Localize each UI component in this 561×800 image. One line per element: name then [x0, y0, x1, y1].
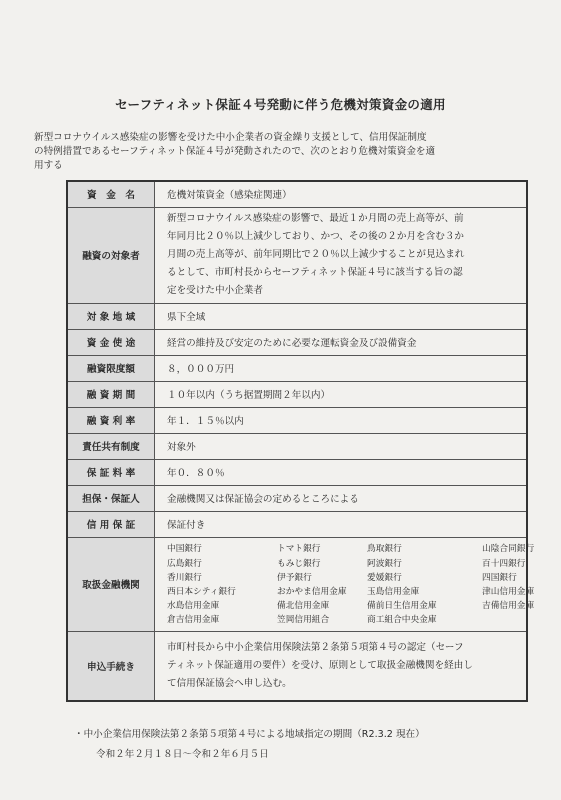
- table-row: [67, 381, 527, 407]
- bank-list: [167, 540, 535, 627]
- row-value: 年０．８０％: [155, 459, 528, 485]
- document-title: セーフティネット保証４号発動に伴う危機対策資金の適用: [115, 97, 446, 112]
- bank-name: 吉備信用金庫: [482, 601, 535, 612]
- designation-period: 令和２年２月１８日～令和２年６月５日: [96, 749, 269, 760]
- row-value: 危機対策資金（感染症関連）: [155, 181, 528, 207]
- table-row: [67, 537, 527, 631]
- row-value: 市町村長から中小企業信用保険法第２条第５項第４号の認定（セーフ ティネット保証適用の要件）を受け、原則として取扱金融機関を経由し て信用保証協会へ申し込む。: [155, 631, 528, 701]
- row-label: 申込手続き: [67, 631, 155, 701]
- row-label: 取扱金融機関: [67, 537, 155, 631]
- bank-list-cell: [155, 537, 535, 631]
- bank-name: トマト銀行: [277, 544, 321, 555]
- row-label: 融資限度額: [67, 355, 155, 381]
- bank-name: 山陰合同銀行: [482, 544, 535, 555]
- loan-terms-table: [66, 180, 535, 702]
- bank-name: 阿波銀行: [367, 558, 402, 569]
- row-value: 経営の維持及び安定のために必要な運転資金及び設備資金: [155, 329, 528, 355]
- table-row: [67, 329, 527, 355]
- row-label: 担保・保証人: [67, 485, 155, 511]
- row-value: 県下全域: [155, 303, 528, 329]
- row-value: ８，０００万円: [155, 355, 528, 381]
- bank-name: 倉吉信用金庫: [167, 615, 220, 626]
- bank-name: 四国銀行: [482, 572, 517, 583]
- bank-name: 備前日生信用金庫: [367, 601, 437, 612]
- row-label: 保 証 料 率: [67, 459, 155, 485]
- table-row: [67, 303, 527, 329]
- row-label: 信 用 保 証: [67, 511, 155, 537]
- row-value: 保証付き: [155, 511, 528, 537]
- row-label: 融資の対象者: [67, 207, 155, 303]
- bank-name: 玉島信用金庫: [367, 587, 420, 597]
- row-label: 融 資 期 間: [67, 381, 155, 407]
- table-row: [67, 631, 527, 701]
- table-row: [67, 433, 527, 459]
- table-row: [67, 511, 527, 537]
- bank-name: 水島信用金庫: [167, 601, 220, 612]
- table-row: [67, 355, 527, 381]
- row-label: 対 象 地 域: [67, 303, 155, 329]
- bank-name: 笠岡信用組合: [277, 615, 330, 626]
- row-value: １０年以内（うち据置期間２年以内）: [155, 381, 528, 407]
- bank-name: 商工組合中央金庫: [367, 615, 437, 626]
- bank-name: もみじ銀行: [277, 558, 321, 569]
- row-value: 年１．１５％以内: [155, 407, 528, 433]
- bank-name: 愛媛銀行: [367, 572, 402, 583]
- row-label: 資 金 名: [67, 181, 155, 207]
- intro-paragraph: 新型コロナウイルス感染症の影響を受けた中小企業者の資金繰り支援として、信用保証制度 の特例措置であるセーフティネット保証４号が発動されたので、次のとおり危機対策資金を適 用する: [34, 132, 436, 171]
- row-label: 責任共有制度: [67, 433, 155, 459]
- table-row: [67, 459, 527, 485]
- bank-name: 香川銀行: [167, 572, 202, 583]
- row-label: 資 金 使 途: [67, 329, 155, 355]
- table-row: [67, 181, 527, 207]
- row-value: 金融機関又は保証協会の定めるところによる: [155, 485, 528, 511]
- bank-name: おかやま信用金庫: [277, 587, 347, 597]
- bank-name: 西日本シティ銀行: [167, 587, 236, 597]
- bank-name: 百十四銀行: [482, 558, 526, 569]
- bank-name: 伊予銀行: [277, 572, 312, 583]
- row-value: 新型コロナウイルス感染症の影響で、最近１か月間の売上高等が、前 年同月比２０％以上減少しており、かつ、その後の２か月を含む３か 月間の売上高等が、前年同期比で２０％以上減少することが見込まれ るとして、市町村長からセーフティネット保証４号に該当する旨の認 定を受けた中小企業者: [155, 207, 528, 303]
- designation-note: ・中小企業信用保険法第２条第５項第４号による地域指定の期間（R2.3.2 現在）: [74, 729, 425, 740]
- bank-name: 広島銀行: [167, 558, 202, 569]
- table-row: [67, 407, 527, 433]
- table-row: [67, 485, 527, 511]
- bank-name: 中国銀行: [167, 544, 202, 555]
- row-value: 対象外: [155, 433, 528, 459]
- bank-name: [482, 613, 561, 627]
- row-label: 融 資 利 率: [67, 407, 155, 433]
- table-row: [67, 207, 527, 303]
- bank-name: 津山信用金庫: [482, 587, 535, 597]
- bank-name: 鳥取銀行: [367, 544, 402, 555]
- bank-name: 備北信用金庫: [277, 601, 330, 612]
